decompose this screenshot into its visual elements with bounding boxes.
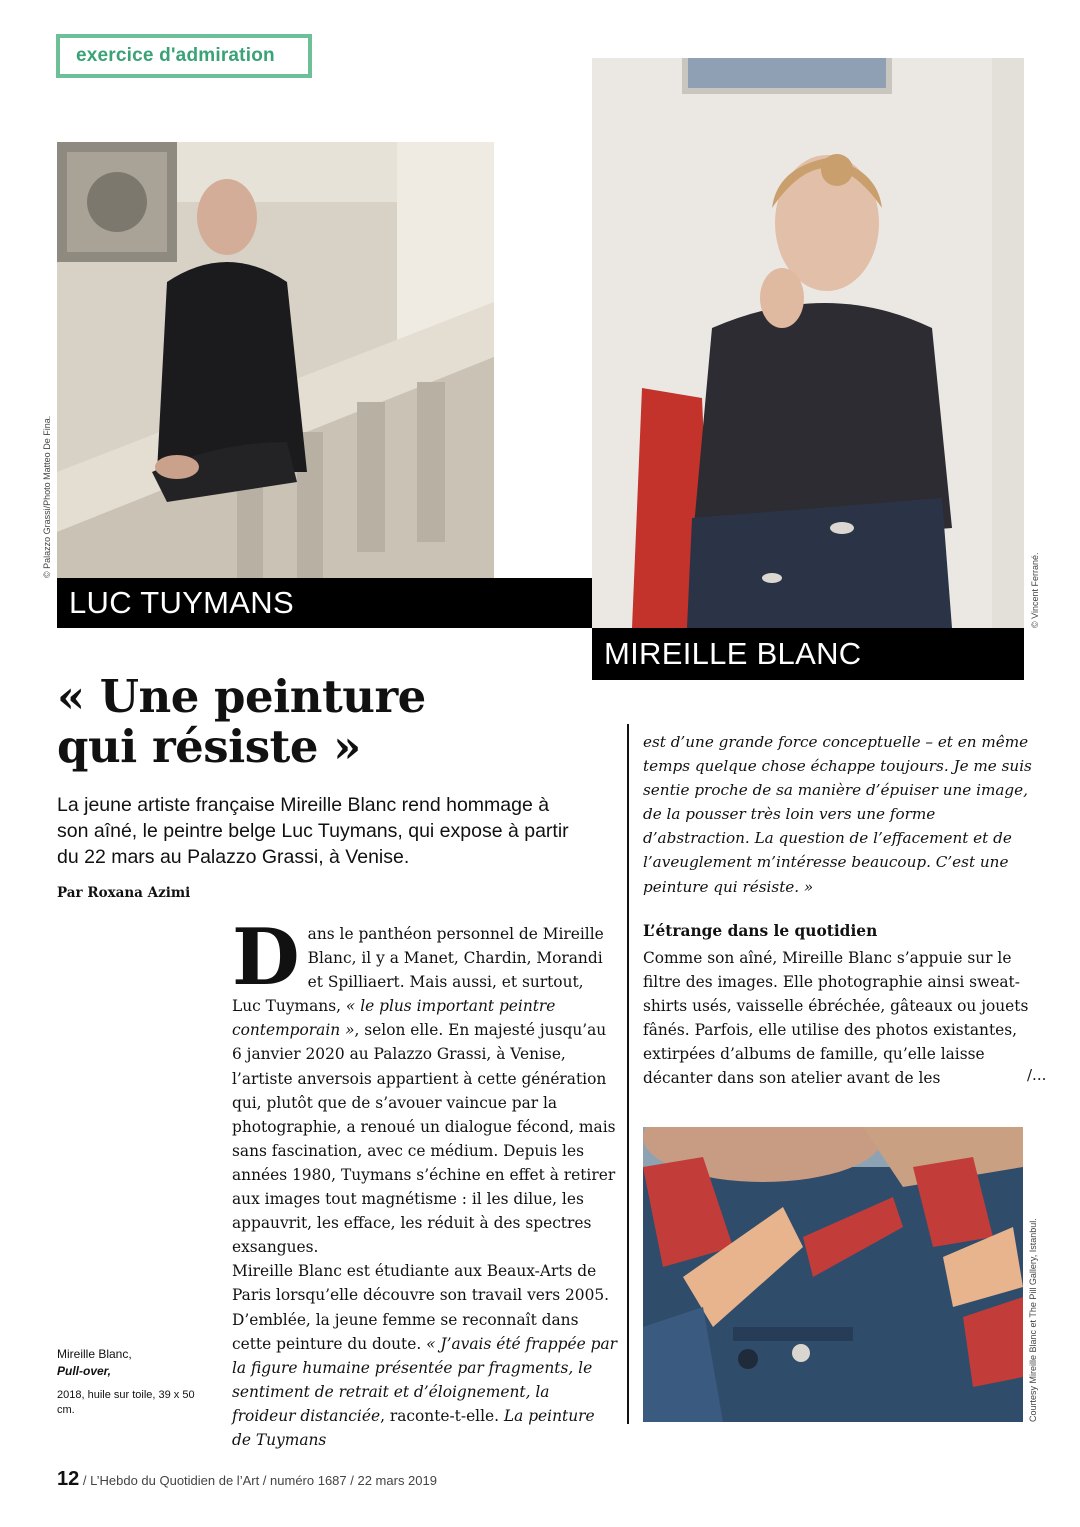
name-luc-tuymans: LUC TUYMANS (69, 585, 294, 620)
continued-marker: /... (1027, 1066, 1047, 1084)
body-column-2-quote: est d’une grande force conceptuelle – et en même temps quelque chose échappe toujours. Je me suis sentie proche de sa manière d’épuiser une image, de la pousser très loin vers une forme d’abstraction. La question de l’effacement et de l’aveuglement m’intéresse beaucoup. C’est une peinture qui résiste. » (643, 733, 1032, 896)
quote-text: La peinture de Tuymans (232, 1406, 595, 1449)
painting-caption (57, 1346, 207, 1418)
headline-line-1: « Une peinture (57, 670, 426, 723)
mireille-photo-credit: © Vincent Ferrané. (1030, 552, 1040, 628)
mireille-blanc-photo (592, 58, 1024, 628)
name-bar-luc-tuymans (57, 578, 592, 628)
drop-cap: D (232, 912, 300, 1003)
body-paragraph-2 (232, 1259, 617, 1452)
luc-photo-credit: © Palazzo Grassi/Photo Matteo De Fina. (42, 415, 52, 578)
publication-info: / L’Hebdo du Quotidien de l’Art / numéro 1687 / 22 mars 2019 (79, 1473, 437, 1488)
body-column-1 (232, 912, 617, 1452)
body-text: ans le panthéon personnel de Mireille Blanc, il y a Manet, Chardin, Morandi et Spilliaert. Mais aussi, et surtout, Luc Tuymans, (232, 925, 604, 1016)
painting-credit: Courtesy Mireille Blanc et The Pill Gallery, Istanbul. (1028, 1218, 1038, 1422)
caption-artist: Mireille Blanc, (57, 1347, 132, 1361)
luc-tuymans-photo (57, 142, 494, 578)
name-bar-mireille-blanc (592, 628, 1024, 680)
body-text: Mireille Blanc est étudiante aux Beaux-Arts de Paris lorsqu’elle découvre son travail vers 2005. D’emblée, la jeune femme se reconnaît dans cette peinture du doute. (232, 1262, 610, 1353)
standfirst: La jeune artiste française Mireille Blanc rend hommage à son aîné, le peintre belge Luc Tuymans, qui expose à partir du 22 mars au Palazzo Grassi, à Venise. (57, 794, 569, 868)
headline (57, 672, 577, 772)
body-column-2: Comme son aîné, Mireille Blanc s’appuie sur le filtre des images. Elle photographie ainsi sweat-shirts usés, vaisselle ébréchée, gâteaux ou jouets fânés. Parfois, elle utilise des photos existantes, extirpées d’albums de famille, qu’elle laisse décanter dans son atelier avant de les (643, 949, 1029, 1088)
headline-line-2: qui résiste » (57, 720, 361, 773)
quote-text: « J’avais été frappée par la figure humaine présentée par fragments, le sentiment de retrait et d’éloignement, la froideur distanciée (232, 1334, 617, 1425)
rubric-tag: exercice d'admiration (56, 34, 312, 78)
body-text: , selon elle. En majesté jusqu’au 6 janvier 2020 au Palazzo Grassi, à Venise, l’artiste anversois appartient à cette génération qui, plutôt que de s’avouer vaincue par la photographie, a renoué un dialogue fécond, mais sans fascination, avec ce médium. Depuis les années 1980, Tuymans s’échine en effet à retirer aux images tout magnétisme : il les dilue, les appauvrit, les efface, les réduit à des spectres exsangues. (232, 1021, 616, 1257)
byline: Par Roxana Azimi (57, 885, 191, 901)
page-number: 12 (57, 1468, 80, 1490)
caption-title (57, 1363, 207, 1380)
column-rule (627, 724, 629, 1424)
quote-text: « le plus important peintre contemporain » (232, 997, 556, 1040)
name-mireille-blanc: MIREILLE BLANC (604, 636, 862, 671)
subheading: L’étrange dans le quotidien (643, 922, 878, 940)
caption-title-text: Pull-over, (57, 1364, 112, 1378)
page-footer (57, 1468, 437, 1491)
painting-pull-over (643, 1127, 1023, 1422)
caption-details: 2018, huile sur toile, 39 x 50 cm. (57, 1389, 195, 1416)
body-text: , raconte-t-elle. (380, 1406, 504, 1425)
